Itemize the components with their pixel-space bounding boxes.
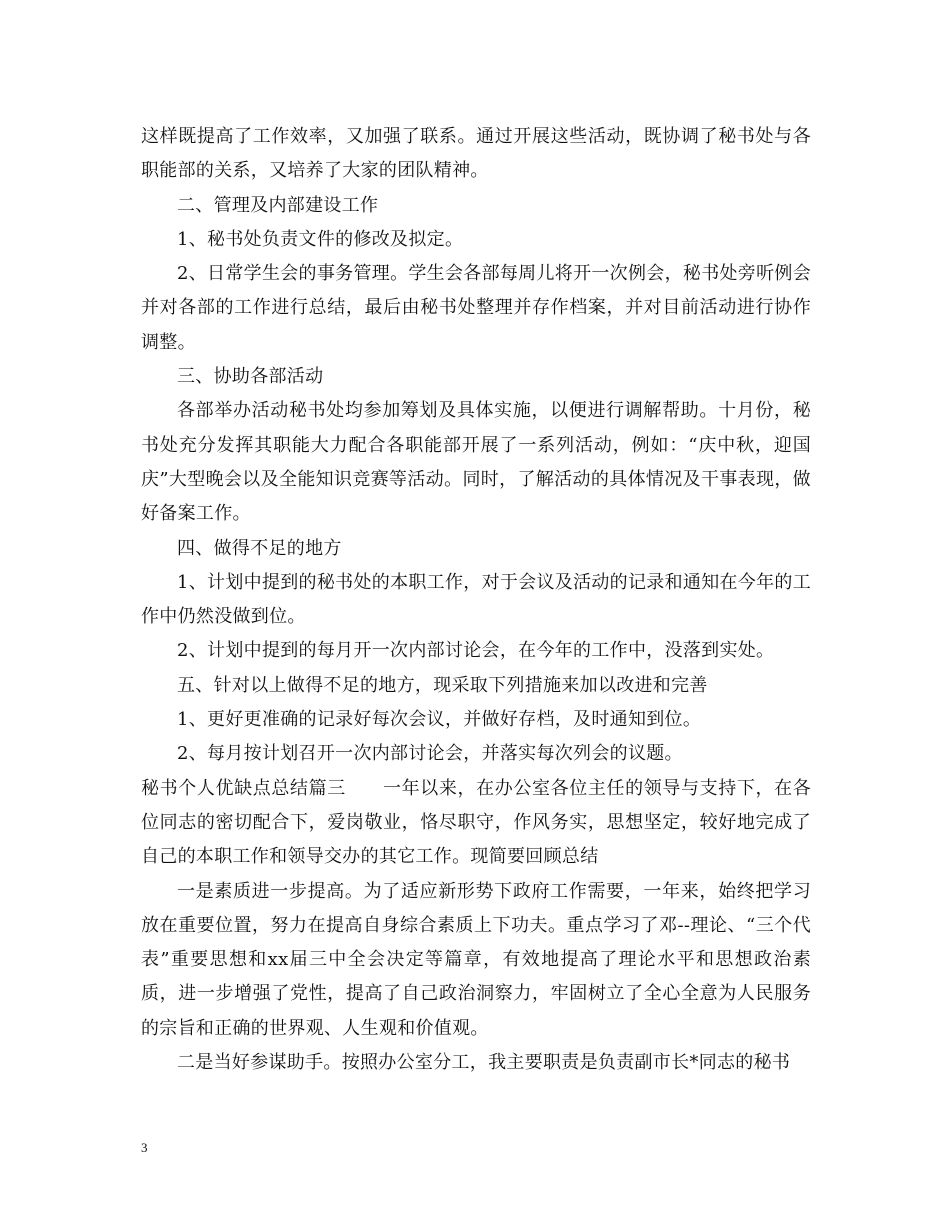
paragraph: 1、秘书处负责文件的修改及拟定。 [177,228,464,250]
paragraph: 二是当好参谋助手。按照办公室分工，我主要职责是负责副市长*同志的秘书 [177,1052,791,1074]
document-body [141,120,811,1080]
paragraph: 2、计划中提到的每月开一次内部讨论会，在今年的工作中，没落到实处。 [177,640,775,662]
paragraph: 1、更好更准确的记录好每次会议，并做好存档，及时通知到位。 [177,709,702,731]
section-heading: 五、针对以上做得不足的地方，现采取下列措施来加以改进和完善 [177,674,708,696]
paragraph: 2、每月按计划召开一次内部讨论会，并落实每次列会的议题。 [177,743,683,765]
section-heading: 三、协助各部活动 [177,366,324,388]
paragraph: 1、计划中提到的秘书处的本职工作，对于会议及活动的记录和通知在今年的工作中仍然没做到位。 [141,571,811,628]
section-heading: 二、管理及内部建设工作 [177,194,379,216]
paragraph: 一是素质进一步提高。为了适应新形势下政府工作需要，一年来，始终把学习放在重要位置，努力在提高自身综合素质上下功夫。重点学习了邓--理论、“三个代表”重要思想和xx届三中全会决定等篇章，有效地提高了理论水平和思想政治素质，进一步增强了党性，提高了自己政治洞察力，牢固树立了全心全意为人民服务的宗旨和正确的世界观、人生观和价值观。 [141,880,811,1039]
paragraph: 这样既提高了工作效率，又加强了联系。通过开展这些活动，既协调了秘书处与各职能部的关系，又培养了大家的团队精神。 [141,126,811,182]
article-heading-paragraph: 秘书个人优缺点总结篇三 一年以来，在办公室各位主任的领导与支持下，在各位同志的密切配合下，爱岗敬业，恪尽职守，作风务实，思想坚定，较好地完成了自己的本职工作和领导交办的其它工作。现简要回顾总结 [141,777,811,868]
paragraph: 各部举办活动秘书处均参加筹划及具体实施，以便进行调解帮助。十月份，秘书处充分发挥其职能大力配合各职能部开展了一系列活动，例如：“庆中秋，迎国庆”大型晚会以及全能知识竞赛等活动。同时，了解活动的具体情况及干事表现，做好备案工作。 [141,400,811,525]
page-number: 3 [141,1140,148,1155]
paragraph: 2、日常学生会的事务管理。学生会各部每周儿将开一次例会，秘书处旁听例会并对各部的工作进行总结，最后由秘书处整理并存作档案，并对目前活动进行协作调整。 [141,263,811,353]
section-heading: 四、做得不足的地方 [177,537,342,559]
